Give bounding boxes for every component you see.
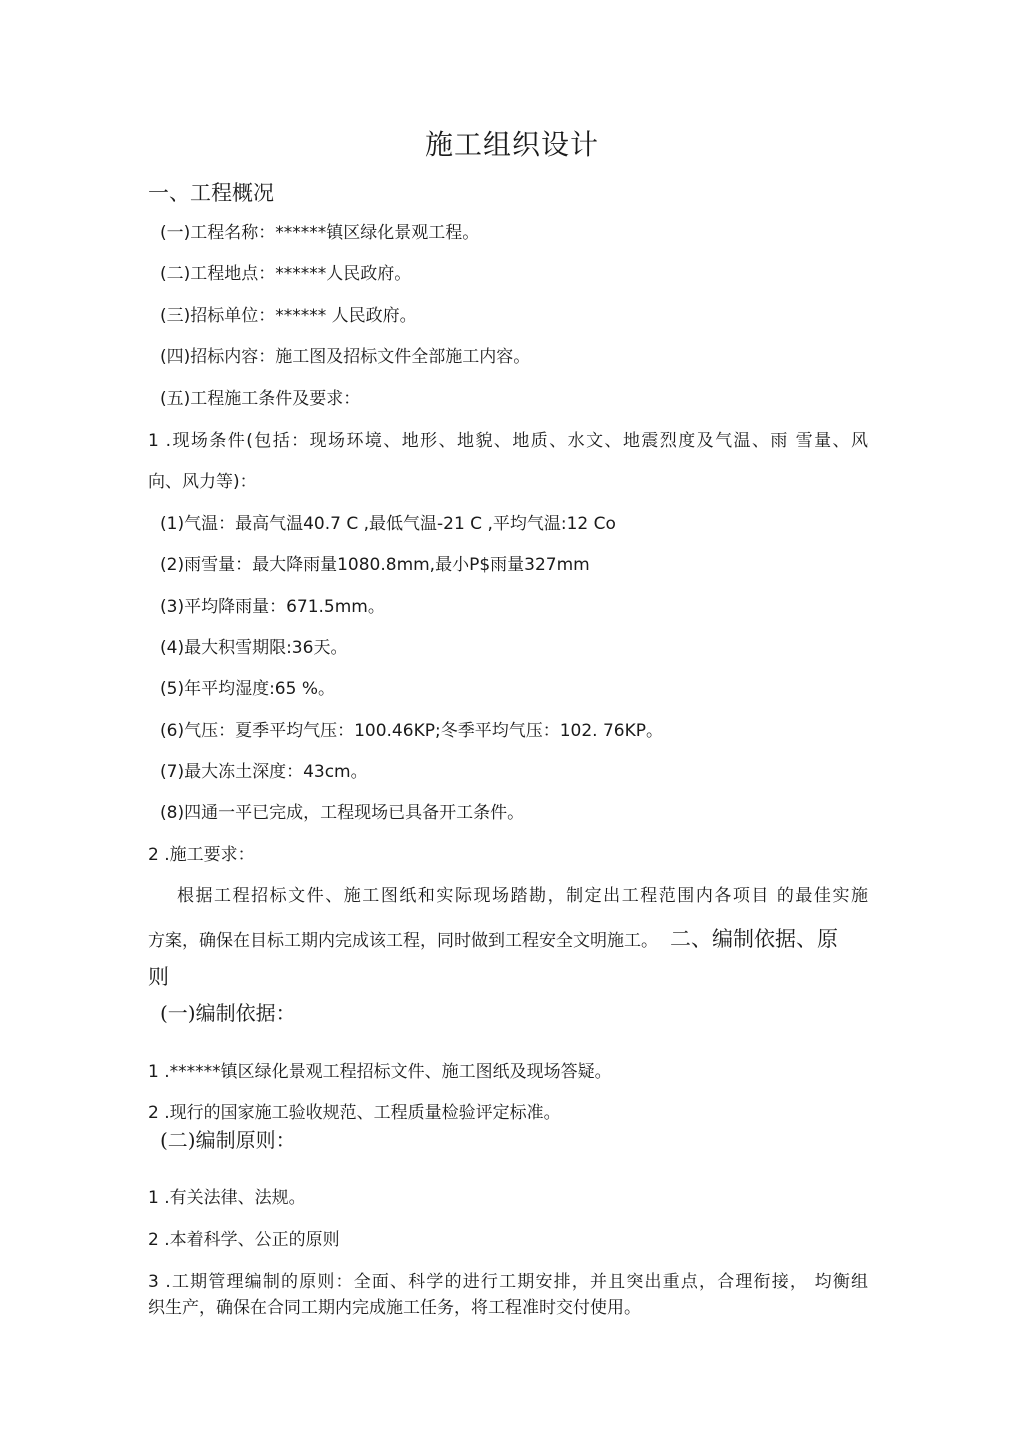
condition-snow-period: (4)最大积雪期限:36天。 [160, 638, 348, 658]
basis-heading: (一)编制依据： [160, 1001, 296, 1025]
requirements-line-1: 根据工程招标文件、施工图纸和实际现场踏勘，制定出工程范围内各项目 的最佳实施 [177, 886, 868, 906]
requirements-line-2 [148, 926, 838, 954]
section-heading-overview: 一、工程概况 [148, 181, 274, 205]
condition-avg-rainfall: (3)平均降雨量：671.5mm。 [160, 597, 385, 617]
basis-item-1: 1 .******镇区绿化景观工程招标文件、施工图纸及现场答疑。 [148, 1062, 612, 1082]
site-conditions-line-2: 向、风力等)： [148, 472, 257, 492]
condition-humidity: (5)年平均湿度:65 %。 [160, 679, 335, 699]
principle-item-3-line-1: 3 .工期管理编制的原则：全面、科学的进行工期安排，并且突出重点，合理衔接， 均衡组 [148, 1272, 868, 1292]
requirements-line-2-text: 方案，确保在目标工期内完成该工程，同时做到工程安全文明施工。 [148, 931, 658, 951]
condition-precipitation: (2)雨雪量：最大降雨量1080.8mm,最小P$雨量327mm [160, 555, 590, 575]
principle-item-3-line-2: 织生产，确保在合同工期内完成施工任务，将工程准时交付使用。 [148, 1298, 641, 1318]
condition-air-pressure: (6)气压：夏季平均气压：100.46KP;冬季平均气压：102. 76KP。 [160, 721, 663, 741]
bidding-content-line: (四)招标内容：施工图及招标文件全部施工内容。 [160, 347, 531, 367]
principle-item-2: 2 .本着科学、公正的原则 [148, 1230, 340, 1250]
condition-temperature: (1)气温：最高气温40.7 C ,最低气温-21 C ,平均气温:12 Co [160, 514, 616, 534]
principles-heading: (二)编制原则： [160, 1128, 296, 1152]
project-location-line: (二)工程地点：******人民政府。 [160, 264, 412, 284]
section-heading-basis-tail: 则 [148, 965, 169, 989]
section-heading-basis-inline: 二、编制依据、原 [670, 927, 838, 951]
construction-conditions-heading: (五)工程施工条件及要求： [160, 389, 361, 409]
condition-frost-depth: (7)最大冻土深度：43cm。 [160, 762, 368, 782]
requirements-heading: 2 .施工要求： [148, 845, 255, 865]
site-conditions-line-1: 1 .现场条件(包括：现场环境、地形、地貌、地质、水文、地震烈度及气温、雨 雪量、风 [148, 431, 868, 451]
condition-site-ready: (8)四通一平已完成，工程现场已具备开工条件。 [160, 803, 525, 823]
basis-item-2: 2 .现行的国家施工验收规范、工程质量检验评定标准。 [148, 1103, 561, 1123]
principle-item-1: 1 .有关法律、法规。 [148, 1188, 306, 1208]
bidding-unit-line: (三)招标单位：****** 人民政府。 [160, 306, 417, 326]
project-name-line: (一)工程名称：******镇区绿化景观工程。 [160, 223, 480, 243]
document-title: 施工组织设计 [424, 128, 599, 161]
